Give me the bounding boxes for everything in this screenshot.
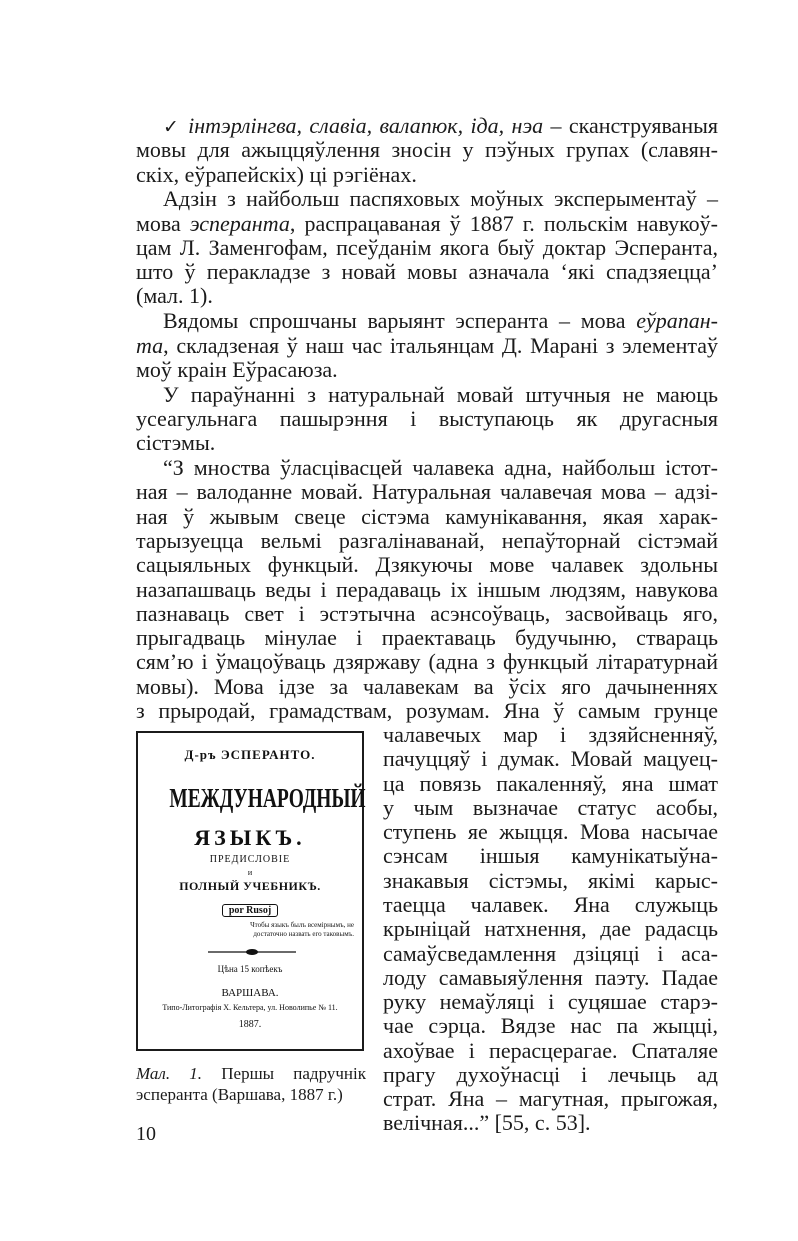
text-line [383,723,718,747]
text-segment: сістэмы. [136,430,216,455]
figure-caption [136,1063,366,1105]
text-line [136,138,718,162]
text-segment: руку немаўляці і суцяшае старэ- [383,989,718,1014]
cover-textbook: ПОЛНЫЙ УЧЕБНИКЪ. [179,879,321,893]
text-segment: крыніцай натхнення, дае радасць [383,916,718,941]
text-segment: “З мноства ўласцівасцей чалавека адна, найбольш істот- [163,455,718,480]
text-line [383,1063,718,1087]
text-line [383,1111,718,1135]
ornament-divider [208,947,296,957]
text-segment: ца повязь пакаленняў, яна шмат [383,771,718,796]
text-segment: чалавечых мар і здзяйсненняў, [383,722,718,747]
text-line [163,383,718,407]
text-segment: ступень яе жыцця. Мова насычае [383,819,718,844]
italic-term: інтэрлінгва, славіа, валапюк, іда, нэа [188,113,544,138]
text-segment: што ў перакладзе з новай мовы азначала ‘які спадзяецца’ [136,259,718,284]
cover-price: Цѣна 15 копѣекъ [217,964,283,974]
cover-printer: Типо-Литографія Х. Кельтера, ул. Новолипье № 11. [162,1003,338,1012]
text-segment: таецца чалавек. Яна служыць [383,892,718,917]
text-line [136,260,718,284]
cover-author: Д-ръ ЭСПЕРАНТО. [184,747,316,762]
cover-label-wrap [138,900,362,918]
text-line [136,480,718,504]
text-line [136,626,718,650]
text-segment: моў краін Еўрасаюза. [136,357,338,382]
text-line [136,553,718,577]
text-line [136,212,718,236]
text-segment: Адзін з найбольш паспяховых моўных эксперыментаў – [163,186,718,211]
text-segment: знакавыя сістэмы, якімі карыс- [383,868,718,893]
text-segment: сэнсам іншыя камунікатыўна- [383,843,718,868]
caption-line1: Першы падручнік [202,1064,366,1083]
text-line [136,675,718,699]
text-line [136,431,718,455]
text-segment: (мал. 1). [136,283,213,308]
text-line [136,650,718,674]
text-line [136,602,718,626]
text-segment: пачуццяў і думак. Мовай мацуец- [383,746,718,771]
text-segment: скіх, еўрапейскіх) ці рэгіёнах. [136,162,417,187]
text-segment: мовы). Мова ідзе за чалавекам ва ўсіх яго дачыненнях [136,674,718,699]
text-line [383,796,718,820]
cover-motto-1: Чтобы языкъ былъ всемірнымъ, не [250,921,354,929]
text-segment: ная ў жывым свеце сістэма камунікавання, якая харак- [136,504,718,529]
text-segment: , распрацаваная ў 1887 г. польскім навукоў- [289,211,718,236]
text-segment: у чым вызначае статус асобы, [383,795,718,820]
text-line [136,505,718,529]
text-line [383,1014,718,1038]
text-segment: сацыяльных функцый. Дзякуючы мове чалавек здольны [136,552,718,577]
caption-line2: эсперанта (Варшава, 1887 г.) [136,1085,343,1104]
text-segment: ахоўвае і перасцерагае. Спаталяе [383,1038,718,1063]
text-line [163,309,718,333]
text-segment: лоду самавыяўлення паэту. Падае [383,965,718,990]
text-segment: страт. Яна – магутная, прыгожая, [383,1086,718,1111]
text-line [136,578,718,602]
text-line [136,236,718,260]
book-cover-illustration [136,731,364,1051]
cover-city: ВАРШАВА. [221,987,279,999]
text-segment: прыгадваць мінулае і праектаваць будучыню, ствараць [136,625,718,650]
cover-preface: ПРЕДИСЛОВІЕ [209,854,291,865]
text-line [136,529,718,553]
text-segment: пазнаваць свет і эстэтычна асэнсоўваць, засвойваць яго, [136,601,718,626]
text-line [163,187,718,211]
cover-title-line2: ЯЗЫКЪ. [194,825,306,850]
text-segment: , складзеная ў наш час італьянцам Д. Марані з элементаў [163,333,718,358]
cover-label: por Rusoj [222,904,278,917]
text-line [383,917,718,941]
page-number: 10 [136,1123,156,1145]
text-segment: чае сэрца. Вядзе нас па жыцці, [383,1013,718,1038]
text-segment: назапашваць веды і перадаваць іх іншым людзям, навукова [136,577,718,602]
text-line [163,114,718,139]
text-line [383,747,718,771]
text-segment: усеагульнага пашырэння і выступаюць як другасныя [136,406,718,431]
cover-conj: и [247,868,253,877]
text-segment: цам Л. Заменгофам, псеўданім якога быў доктар Эсперанта, [136,235,718,260]
text-segment: самаўсведамлення дзіцяці і аса- [383,941,718,966]
text-line [383,990,718,1014]
text-segment: мова [136,211,190,236]
text-line [383,869,718,893]
text-line [383,966,718,990]
caption-label: Мал. 1. [136,1064,203,1083]
text-segment: У параўнанні з натуральнай мовай штучныя не маюць [163,382,718,407]
cover-title-line1: МЕЖДУНАРОДНЫЙ [169,783,366,813]
text-segment: з прыродай, грамадствам, розумам. Яна ў самым грунце [136,698,718,723]
text-segment: велічная...” [55, с. 53]. [383,1110,591,1135]
text-line [136,163,718,187]
text-line [383,893,718,917]
text-segment: сям’ю і ўмацоўваць дзяржаву (адна з функцый літаратурнай [136,649,718,674]
text-segment: – сканструяваныя [543,113,718,138]
text-line [136,334,718,358]
text-line [383,772,718,796]
text-segment: мовы для ажыццяўлення зносін у пэўных групах (славян- [136,137,718,162]
text-line [136,699,718,723]
cover-motto-2: достаточно назвать его таковымъ. [253,930,354,938]
text-line [136,284,718,308]
checkmark-icon: ✓ [163,116,181,138]
italic-term: та [136,333,164,358]
italic-term: эсперанта [189,211,290,236]
italic-term: еўрапан- [636,308,718,333]
text-line [136,358,718,382]
text-segment: Вядомы спрошчаны варыянт эсперанта – мова [163,308,637,333]
text-line [163,456,718,480]
text-line [383,942,718,966]
text-segment: прагу духоўнасці і лечыць ад [383,1062,718,1087]
text-line [383,820,718,844]
text-line [383,1039,718,1063]
text-line [136,407,718,431]
cover-year: 1887. [238,1019,262,1030]
text-line [383,1087,718,1111]
text-line [383,844,718,868]
text-segment: ная – валоданне мовай. Натуральная чалавечая мова – адзі- [136,479,718,504]
text-segment: тарызуецца вельмі разгалінаванай, непаўторнай сістэмай [136,528,718,553]
